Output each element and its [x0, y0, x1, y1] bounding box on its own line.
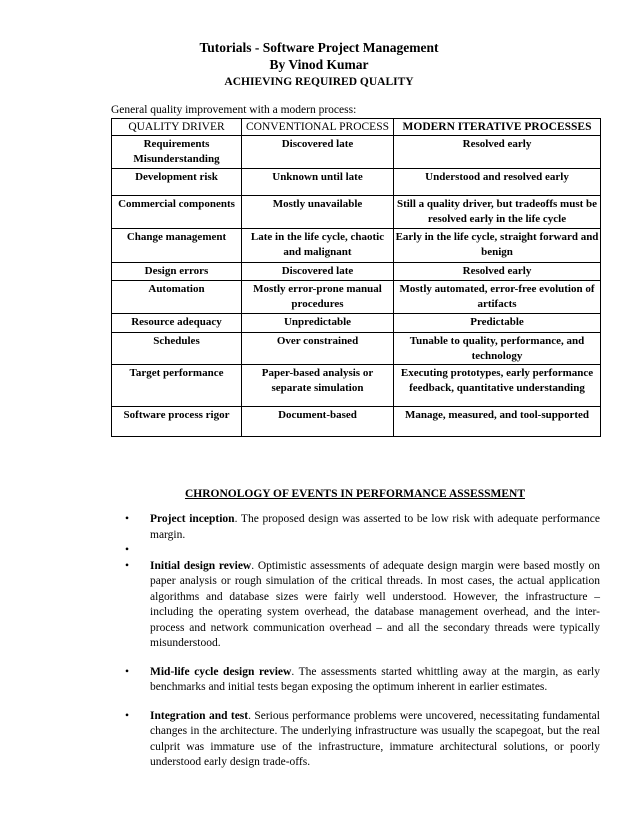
intro-text: General quality improvement with a modern process: — [111, 104, 357, 116]
item-text: . Optimistic assessments of adequate design margin were based mostly on paper analysis or rough simulation of the critical threads. In most cases, the actual application algorithms and database sizes were fairly well understood. However, the infrastructure – including the operating system overhead, the database management overhead, and the inter-process and network communication overhead – and all the secondary threads were typically misunderstood. — [150, 559, 600, 649]
cell-conventional: Unpredictable — [242, 314, 394, 333]
cell-modern: Understood and resolved early — [394, 169, 601, 196]
cell-modern: Still a quality driver, but tradeoffs must be resolved early in the life cycle — [394, 196, 601, 229]
cell-conventional: Document-based — [242, 407, 394, 437]
table-row — [112, 169, 601, 196]
cell-modern: Tunable to quality, performance, and technology — [394, 333, 601, 365]
list-item — [111, 665, 600, 696]
bullet-icon: • — [125, 665, 130, 678]
cell-quality-driver: Resource adequacy — [112, 314, 242, 333]
bullet-icon: • — [125, 513, 130, 525]
cell-conventional: Late in the life cycle, chaotic and malignant — [242, 229, 394, 263]
section-heading: ACHIEVING REQUIRED QUALITY — [224, 76, 414, 88]
chronology-list — [111, 512, 600, 771]
bullet-icon: • — [125, 709, 130, 722]
cell-modern: Predictable — [394, 314, 601, 333]
item-term: Mid-life cycle design review — [150, 665, 292, 678]
chronology-heading: CHRONOLOGY OF EVENTS IN PERFORMANCE ASSESSMENT — [184, 488, 526, 500]
document-title: Tutorials - Software Project Management — [199, 40, 439, 55]
cell-modern: Resolved early — [394, 263, 601, 281]
cell-conventional: Unknown until late — [242, 169, 394, 196]
header-conventional: CONVENTIONAL PROCESS — [242, 119, 394, 136]
cell-quality-driver: Requirements Misunderstanding — [112, 136, 242, 169]
list-item — [111, 512, 600, 543]
cell-quality-driver: Schedules — [112, 333, 242, 365]
cell-modern: Executing prototypes, early performance feedback, quantitative understanding — [394, 365, 601, 407]
cell-conventional: Discovered late — [242, 263, 394, 281]
cell-conventional: Over constrained — [242, 333, 394, 365]
cell-modern: Mostly automated, error-free evolution of artifacts — [394, 281, 601, 314]
item-text: . The proposed design was asserted to be low risk with adequate performance margin. — [150, 513, 600, 541]
list-item — [111, 559, 600, 652]
cell-modern: Early in the life cycle, straight forward and benign — [394, 229, 601, 263]
table-row — [112, 281, 601, 314]
cell-conventional: Discovered late — [242, 136, 394, 169]
table-row — [112, 365, 601, 407]
cell-modern: Resolved early — [394, 136, 601, 169]
cell-conventional: Mostly unavailable — [242, 196, 394, 229]
header-quality-driver: QUALITY DRIVER — [112, 119, 242, 136]
cell-quality-driver: Development risk — [112, 169, 242, 196]
item-text: . Serious performance problems were uncovered, necessitating fundamental changes in the architecture. The underlying infrastructure was usually the scapegoat, but the real culprit was immature use of the infrastructure, immature architectural solutions, or poorly understood early design trade-offs. — [150, 709, 600, 768]
cell-quality-driver: Automation — [112, 281, 242, 314]
bullet-icon: • — [125, 559, 130, 572]
cell-quality-driver: Software process rigor — [112, 407, 242, 437]
table-row — [112, 333, 601, 365]
cell-quality-driver: Design errors — [112, 263, 242, 281]
item-term: Integration and test — [150, 709, 249, 722]
bullet-icon: • — [125, 544, 130, 556]
table-row — [112, 229, 601, 263]
cell-conventional: Mostly error-prone manual procedures — [242, 281, 394, 314]
table-row — [112, 263, 601, 281]
list-item — [111, 709, 600, 771]
list-item — [111, 543, 600, 559]
item-term: Project inception — [150, 513, 235, 525]
table-row — [112, 136, 601, 169]
table-header-row — [112, 119, 601, 136]
cell-quality-driver: Target performance — [112, 365, 242, 407]
table-row — [112, 196, 601, 229]
item-term: Initial design review — [150, 559, 252, 572]
cell-quality-driver: Change management — [112, 229, 242, 263]
item-text: . The assessments started whittling away at the margin, as early benchmarks and initial tests began exposing the optimum inherent in earlier estimates. — [150, 665, 600, 693]
cell-modern: Manage, measured, and tool-supported — [394, 407, 601, 437]
cell-conventional: Paper-based analysis or separate simulation — [242, 365, 394, 407]
header-modern: MODERN ITERATIVE PROCESSES — [394, 119, 601, 136]
table-row — [112, 314, 601, 333]
table-row — [112, 407, 601, 437]
cell-quality-driver: Commercial components — [112, 196, 242, 229]
document-author: By Vinod Kumar — [269, 57, 369, 72]
quality-table — [111, 118, 601, 437]
